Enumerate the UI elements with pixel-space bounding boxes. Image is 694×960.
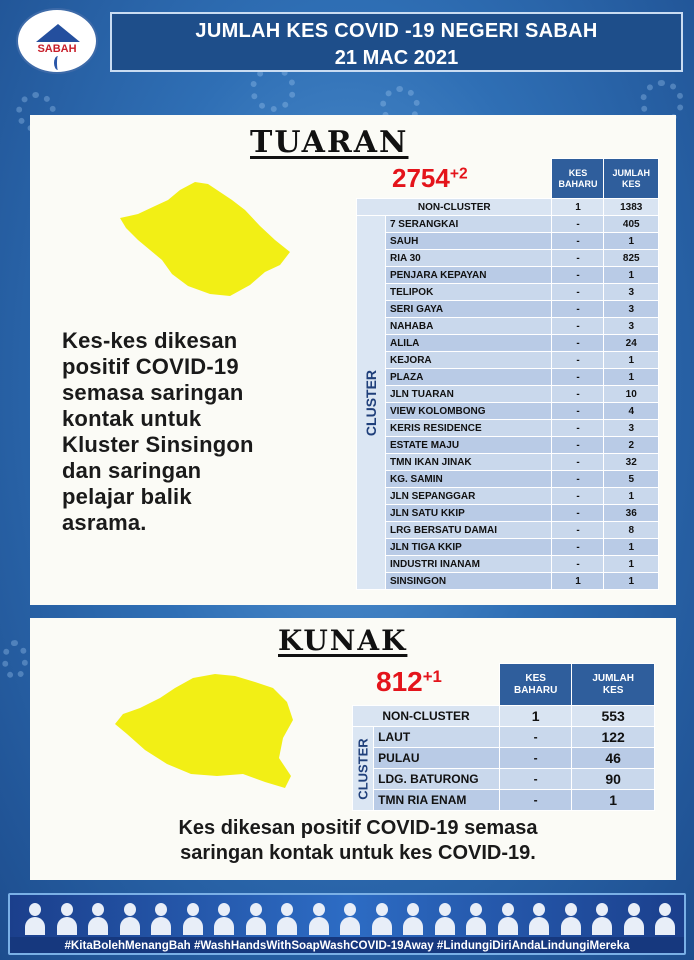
frontliner-figure-icon — [558, 901, 584, 935]
table-row — [357, 556, 659, 573]
description-line: positif COVID-19 — [62, 354, 239, 379]
page-header — [110, 12, 683, 72]
cluster-group-cell — [353, 727, 374, 811]
table-row — [353, 769, 655, 790]
swoosh-icon — [54, 56, 62, 70]
cluster-name: ALILA — [385, 335, 552, 352]
frontliner-figure-icon — [274, 901, 300, 935]
cluster-name: LDG. BATURONG — [374, 769, 500, 790]
table-row — [357, 250, 659, 267]
case-description — [58, 816, 658, 866]
column-header-new: KES BAHARU — [499, 664, 571, 706]
cluster-total: 1 — [604, 488, 659, 505]
kunak-map-icon — [105, 668, 310, 798]
cluster-total: 1 — [604, 352, 659, 369]
total-new: +2 — [449, 165, 468, 183]
cluster-new: - — [552, 403, 604, 420]
cluster-total: 5 — [604, 471, 659, 488]
description-line: Kes dikesan positif COVID-19 semasa — [178, 817, 538, 839]
tuaran-map-icon — [110, 170, 300, 310]
frontliner-figure-icon — [369, 901, 395, 935]
table-row — [357, 233, 659, 250]
frontliner-figure-icon — [243, 901, 269, 935]
table-row — [357, 267, 659, 284]
cluster-name: VIEW KOLOMBONG — [385, 403, 552, 420]
table-row — [357, 301, 659, 318]
frontliner-figure-icon — [54, 901, 80, 935]
table-row — [353, 727, 655, 748]
cluster-total: 36 — [604, 505, 659, 522]
cluster-new: - — [552, 267, 604, 284]
cluster-name: NAHABA — [385, 318, 552, 335]
cluster-new: - — [552, 250, 604, 267]
cluster-new: - — [552, 539, 604, 556]
frontliner-figure-icon — [148, 901, 174, 935]
table-row — [357, 386, 659, 403]
virus-decoration-icon — [2, 640, 28, 680]
cluster-new: - — [499, 769, 571, 790]
cluster-name: SINSINGON — [385, 573, 552, 590]
cluster-total: 32 — [604, 454, 659, 471]
cluster-new: - — [552, 556, 604, 573]
table-row — [357, 318, 659, 335]
description-line: semasa saringan — [62, 380, 244, 405]
cluster-name: PENJARA KEPAYAN — [385, 267, 552, 284]
cluster-name: RIA 30 — [385, 250, 552, 267]
sabah-logo — [16, 8, 98, 74]
tuaran-case-table — [356, 158, 659, 590]
cluster-new: - — [552, 471, 604, 488]
column-header-total: JUMLAH KES — [572, 664, 655, 706]
non-cluster-row — [357, 199, 659, 216]
case-description — [62, 328, 254, 536]
frontliner-figure-icon — [526, 901, 552, 935]
table-row — [357, 505, 659, 522]
table-row — [357, 352, 659, 369]
cluster-total: 90 — [572, 769, 655, 790]
cluster-total: 1 — [572, 790, 655, 811]
header-title: JUMLAH KES COVID -19 NEGERI SABAH — [195, 20, 598, 42]
district-title: KUNAK — [278, 624, 408, 657]
description-line: pelajar balik — [62, 484, 192, 509]
frontliner-figure-icon — [211, 901, 237, 935]
cluster-total: 1 — [604, 539, 659, 556]
cluster-total: 1 — [604, 573, 659, 590]
cluster-total: 8 — [604, 522, 659, 539]
non-cluster-total: 553 — [572, 706, 655, 727]
kunak-case-table — [352, 663, 655, 811]
cluster-name: INDUSTRI INANAM — [385, 556, 552, 573]
total-count: 812 — [376, 666, 423, 697]
frontliner-figure-icon — [337, 901, 363, 935]
cluster-name: TELIPOK — [385, 284, 552, 301]
frontliner-figure-icon — [306, 901, 332, 935]
frontliner-band — [10, 895, 684, 937]
cluster-new: - — [552, 386, 604, 403]
table-row — [357, 488, 659, 505]
district-title: TUARAN — [250, 125, 409, 160]
description-line: Kluster Sinsingon — [62, 432, 254, 457]
cluster-total: 2 — [604, 437, 659, 454]
table-row — [357, 437, 659, 454]
header-date: 21 MAC 2021 — [334, 47, 459, 69]
table-row — [357, 522, 659, 539]
cluster-name: JLN TUARAN — [385, 386, 552, 403]
cluster-label: CLUSTER — [362, 369, 379, 436]
cluster-total: 825 — [604, 250, 659, 267]
cluster-name: SERI GAYA — [385, 301, 552, 318]
cluster-new: - — [552, 488, 604, 505]
frontliner-figure-icon — [22, 901, 48, 935]
cluster-name: KEJORA — [385, 352, 552, 369]
cluster-new: - — [552, 301, 604, 318]
cluster-new: - — [552, 216, 604, 233]
cluster-group-cell — [357, 216, 386, 590]
table-row — [357, 403, 659, 420]
cluster-new: - — [552, 505, 604, 522]
column-header-total: JUMLAH KES — [604, 159, 659, 199]
table-row — [357, 471, 659, 488]
cluster-total: 405 — [604, 216, 659, 233]
cluster-new: - — [552, 454, 604, 471]
table-row — [357, 369, 659, 386]
frontliner-figure-icon — [180, 901, 206, 935]
hashtag-bar: #KitaBolehMenangBah #WashHandsWithSoapWashCOVID-19Away #LindungiDiriAndaLindungiMereka — [10, 937, 684, 955]
cluster-name: PLAZA — [385, 369, 552, 386]
non-cluster-label: NON-CLUSTER — [357, 199, 552, 216]
cluster-new: - — [552, 352, 604, 369]
cluster-total: 4 — [604, 403, 659, 420]
cluster-new: - — [552, 437, 604, 454]
cluster-name: TMN IKAN JINAK — [385, 454, 552, 471]
cluster-total: 46 — [572, 748, 655, 769]
cluster-name: JLN SEPANGGAR — [385, 488, 552, 505]
campaign-footer — [8, 893, 686, 955]
cluster-label: CLUSTER — [355, 737, 371, 800]
frontliner-figure-icon — [117, 901, 143, 935]
cluster-new: - — [552, 369, 604, 386]
description-line: Kes-kes dikesan — [62, 328, 238, 353]
cluster-total: 122 — [572, 727, 655, 748]
mountain-icon — [36, 24, 80, 42]
non-cluster-total: 1383 — [604, 199, 659, 216]
total-count: 2754 — [392, 163, 450, 193]
cluster-total: 1 — [604, 369, 659, 386]
cluster-total: 1 — [604, 233, 659, 250]
cluster-new: - — [499, 727, 571, 748]
cluster-name: LRG BERSATU DAMAI — [385, 522, 552, 539]
cluster-name: LAUT — [374, 727, 500, 748]
cluster-total: 10 — [604, 386, 659, 403]
description-line: asrama. — [62, 510, 147, 535]
table-header-row — [353, 664, 655, 706]
logo-text: SABAH — [37, 43, 77, 55]
cluster-new: - — [552, 335, 604, 352]
cluster-name: JLN TIGA KKIP — [385, 539, 552, 556]
non-cluster-new: 1 — [499, 706, 571, 727]
cluster-name: PULAU — [374, 748, 500, 769]
frontliner-figure-icon — [652, 901, 678, 935]
frontliner-figure-icon — [400, 901, 426, 935]
cluster-name: JLN SATU KKIP — [385, 505, 552, 522]
column-header-new: KES BAHARU — [552, 159, 604, 199]
non-cluster-new: 1 — [552, 199, 604, 216]
cluster-total: 3 — [604, 318, 659, 335]
cluster-name: SAUH — [385, 233, 552, 250]
description-line: saringan kontak untuk kes COVID-19. — [180, 842, 536, 864]
cluster-total: 3 — [604, 301, 659, 318]
non-cluster-row — [353, 706, 655, 727]
cluster-name: TMN RIA ENAM — [374, 790, 500, 811]
cluster-total: 3 — [604, 284, 659, 301]
cluster-name: KG. SAMIN — [385, 471, 552, 488]
cluster-name: 7 SERANGKAI — [385, 216, 552, 233]
frontliner-figure-icon — [432, 901, 458, 935]
frontliner-figure-icon — [621, 901, 647, 935]
total-new: +1 — [422, 666, 442, 686]
cluster-new: - — [499, 748, 571, 769]
table-row — [357, 216, 659, 233]
description-line: dan saringan — [62, 458, 202, 483]
cluster-new: - — [552, 522, 604, 539]
table-row — [353, 748, 655, 769]
tuaran-panel — [30, 115, 676, 605]
cluster-new: - — [499, 790, 571, 811]
kunak-panel — [30, 618, 676, 880]
table-row — [357, 284, 659, 301]
table-header-row — [357, 159, 659, 199]
cluster-new: - — [552, 284, 604, 301]
frontliner-figure-icon — [495, 901, 521, 935]
table-row — [357, 420, 659, 437]
cluster-total: 1 — [604, 267, 659, 284]
cluster-total: 3 — [604, 420, 659, 437]
table-row — [357, 573, 659, 590]
table-row — [357, 539, 659, 556]
cluster-new: - — [552, 318, 604, 335]
cluster-new: - — [552, 233, 604, 250]
frontliner-figure-icon — [85, 901, 111, 935]
cluster-new: 1 — [552, 573, 604, 590]
table-row — [357, 454, 659, 471]
table-row — [357, 335, 659, 352]
frontliner-figure-icon — [463, 901, 489, 935]
table-row — [353, 790, 655, 811]
cluster-new: - — [552, 420, 604, 437]
description-line: kontak untuk — [62, 406, 202, 431]
non-cluster-label: NON-CLUSTER — [353, 706, 500, 727]
frontliner-figure-icon — [589, 901, 615, 935]
virus-decoration-icon — [250, 66, 296, 112]
cluster-total: 24 — [604, 335, 659, 352]
cluster-total: 1 — [604, 556, 659, 573]
cluster-name: KERIS RESIDENCE — [385, 420, 552, 437]
cluster-name: ESTATE MAJU — [385, 437, 552, 454]
